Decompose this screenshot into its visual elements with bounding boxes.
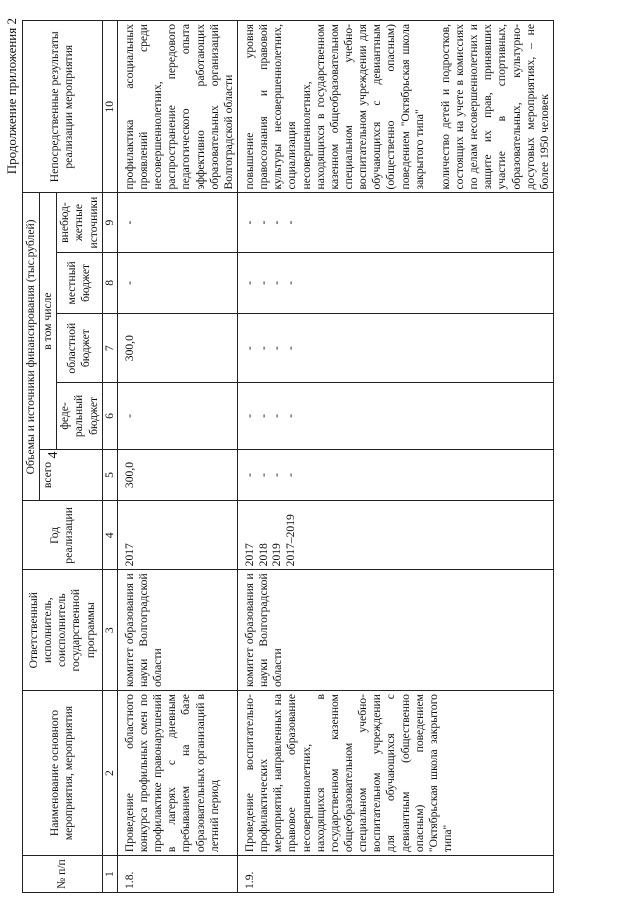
local-value: - <box>242 280 256 285</box>
row-num: 1.9. <box>237 856 553 893</box>
regional-value: - <box>270 346 284 351</box>
row-local <box>237 252 553 314</box>
row-federal <box>117 383 237 450</box>
row-offbudget <box>117 193 237 252</box>
header-offbudget: внебюд-жетные источники <box>57 193 102 252</box>
regional-value: 300,0 <box>122 335 136 362</box>
row-event: Проведение областного конкурса профильных смен по профилактике правонарушений в лагерях с дневным пребыванием на базе образовательных организаций в летний период <box>117 691 237 856</box>
offbudget-value: - <box>283 220 297 225</box>
row-offbudget <box>237 193 553 252</box>
regional-value: - <box>283 346 297 351</box>
column-number: 1 <box>102 856 117 893</box>
row-local <box>117 252 237 314</box>
row-total <box>237 449 553 501</box>
header-num: № п/п <box>23 856 103 893</box>
local-value: - <box>270 280 284 285</box>
row-executor: комитет образования и науки Волгоградской области <box>117 570 237 691</box>
row-total <box>117 449 237 501</box>
local-value: - <box>122 280 136 285</box>
row-regional <box>237 314 553 383</box>
header-local: местный бюджет <box>57 252 102 314</box>
federal-value: - <box>270 413 284 418</box>
row-num: 1.8. <box>117 856 237 893</box>
federal-value: - <box>256 413 270 418</box>
total-value: - <box>256 473 270 477</box>
column-number: 9 <box>102 193 117 252</box>
column-number-row <box>102 21 117 893</box>
row-years <box>237 501 553 570</box>
table-header <box>23 21 118 893</box>
year-value: 2017 <box>242 543 256 567</box>
header-event: Наименование основного мероприятия, мероприятия <box>23 691 103 856</box>
federal-value: - <box>283 413 297 418</box>
table-row <box>237 21 553 893</box>
total-value: - <box>242 473 256 477</box>
header-year: Год реализации <box>23 501 103 570</box>
year-value: 2019 <box>270 543 284 567</box>
federal-value: - <box>122 413 136 418</box>
column-number: 10 <box>102 21 117 193</box>
federal-value: - <box>242 413 256 418</box>
offbudget-value: - <box>256 220 270 225</box>
offbudget-value: - <box>242 220 256 225</box>
local-value: - <box>256 280 270 285</box>
column-number: 8 <box>102 252 117 314</box>
header-volumes: Объемы и источники финансирования (тыс.рублей) <box>23 193 40 501</box>
regional-value: - <box>242 346 256 351</box>
local-value: - <box>283 280 297 285</box>
row-executor: комитет образования и науки Волгоградской области <box>237 570 553 691</box>
appendix-caption: Продолжение приложения 2 <box>4 18 19 175</box>
row-results: профилактика асоциальных проявлений среди несовершеннолетних, распространение передового педагогического опыта эффективно работающих образовательных организаций Волгоградской области <box>117 21 237 193</box>
row-results <box>237 21 553 193</box>
header-executor: Ответственный исполнитель, соисполнитель государственной программы <box>23 570 103 691</box>
regional-value: - <box>256 346 270 351</box>
result-text: количество детей и подростков, состоящих на учете в комиссиях по делам несовершеннолетних и защите их прав, принявших участие в спортивных, образовательных, культурно-досуговых мероприятиях, – не более 1950 человек <box>438 24 551 190</box>
row-event: Проведение воспитательно-профилактических мероприятий, направленных на правовое образование несовершеннолетних, находящихся в государственном казенном общеобразовательном специальном учебно-воспитательном учреждении для обучающихся с девиантным (общественно опасным) поведением "Октябрьская школа закрытого типа" <box>237 691 553 856</box>
offbudget-value: - <box>270 220 284 225</box>
year-value: 2018 <box>256 543 270 567</box>
result-text: повышение уровня правосознания и правовой культуры несовершеннолетних, социализация несовершеннолетних, находящихся в государственном казенном общеобразовательном специальном учебно-воспитательном учреждении для обучающихся с девиантным (общественно опасным) поведением "Октябрьская школа закрытого типа" <box>242 24 426 190</box>
header-results: Непосредственные результаты реализации мероприятия <box>23 21 103 193</box>
offbudget-value: - <box>122 220 136 225</box>
page-number: 4 <box>46 451 61 459</box>
total-value: - <box>283 473 297 477</box>
header-total: всего <box>40 449 103 501</box>
column-number: 7 <box>102 314 117 383</box>
row-federal <box>237 383 553 450</box>
total-value: 300,0 <box>122 461 136 489</box>
column-number: 2 <box>102 691 117 856</box>
year-value: 2017–2019 <box>283 514 297 567</box>
year-value: 2017 <box>122 543 136 567</box>
column-number: 5 <box>102 449 117 501</box>
header-regional: областной бюджет <box>57 314 102 383</box>
column-number: 3 <box>102 570 117 691</box>
row-years <box>117 501 237 570</box>
table-row <box>117 21 237 893</box>
funding-table <box>22 20 554 893</box>
column-number: 6 <box>102 383 117 450</box>
total-value: - <box>270 473 284 477</box>
header-including: в том числе <box>40 193 57 449</box>
header-federal: феде-ральный бюджет <box>57 383 102 450</box>
column-number: 4 <box>102 501 117 570</box>
row-regional <box>117 314 237 383</box>
